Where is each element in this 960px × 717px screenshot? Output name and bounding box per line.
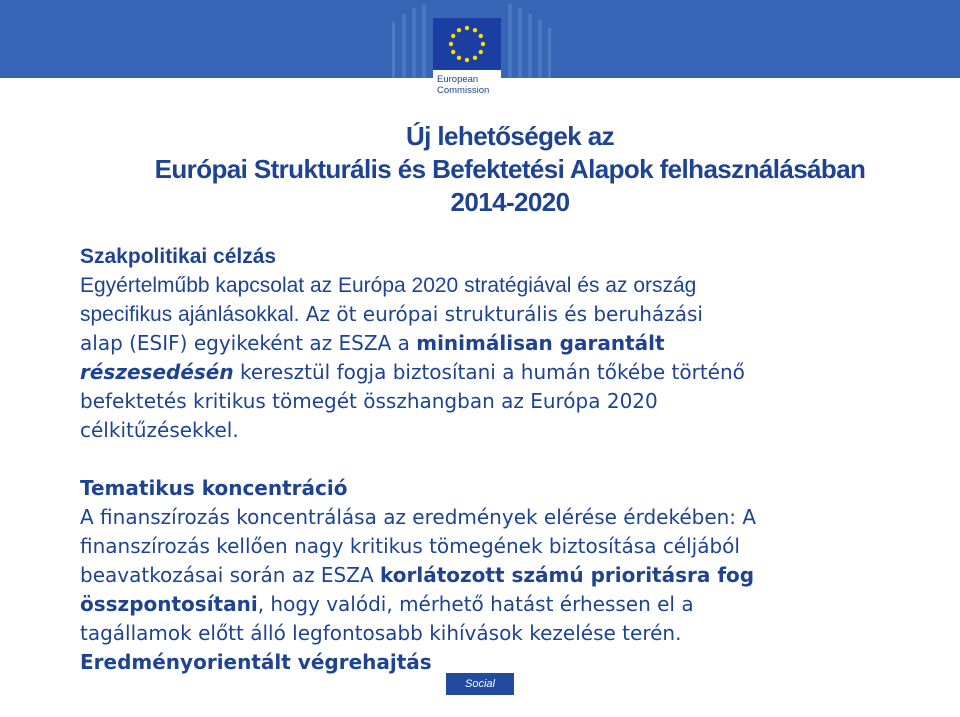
page-title: [60, 120, 960, 219]
logo-text: [437, 74, 499, 96]
section2-emphasis-priorities: korlátozott számú prioritásra fog: [380, 563, 755, 587]
section2-emphasis-concentrate: összpontosítani: [80, 592, 258, 616]
social-europe-badge: Social Europe: [446, 673, 514, 695]
section-spacer: [80, 445, 940, 474]
section1-line-3a: alap (ESIF) egyikeként az ESZA a: [80, 331, 417, 355]
section-heading-thematic-concentration: Tematikus koncentráció: [80, 476, 348, 500]
section1-line-5: befektetés kritikus tömegét összhangban az Európa 2020: [80, 389, 658, 413]
section2-line-2: finanszírozás kellően nagy kritikus tömegének biztosítása céljából: [80, 534, 740, 558]
slide-body: [80, 242, 940, 677]
section2-line-1: A finanszírozás koncentrálása az eredmények elérése érdekében: A: [80, 505, 757, 529]
section1-line-6: célkitűzésekkel.: [80, 418, 239, 442]
title-line-1: Új lehetőségek az: [406, 121, 614, 151]
section2-line-3: [80, 561, 940, 590]
section1-line-1: Egyértelműbb kapcsolat az Európa 2020 stratégiával és az ország: [80, 274, 697, 297]
section1-line-3: [80, 329, 940, 358]
logo-line-commission: Commission: [437, 85, 490, 96]
title-line-2: Európai Strukturális és Befektetési Alapok felhasználásában: [154, 154, 866, 184]
section2-line-3a: beavatkozásai során az ESZA: [80, 563, 380, 587]
section2-line-4b: , hogy valódi, mérhető hatást érhessen el a: [257, 592, 694, 616]
section1-line-4: [80, 358, 940, 387]
european-commission-logo: [433, 18, 501, 104]
section1-emphasis-share: részesedésén: [80, 360, 234, 384]
section1-line-2: [80, 300, 940, 329]
section2-line-4: [80, 590, 940, 619]
section1-emphasis-guaranteed: minimálisan garantált: [416, 331, 665, 355]
section-heading-policy-targeting: Szakpolitikai célzás: [80, 245, 277, 268]
eu-flag-icon: [433, 18, 501, 70]
logo-line-european: European: [437, 74, 479, 85]
section1-line-2a: specifikus ajánlásokkal.: [80, 303, 300, 326]
section1-line-4b: keresztül fogja biztosítani a humán tőkébe történő: [233, 360, 745, 384]
section-heading-results-oriented: Eredményorientált végrehajtás: [80, 650, 432, 674]
section2-line-5: tagállamok előtt álló legfontosabb kihívások kezelése terén.: [80, 621, 682, 645]
title-line-3: 2014-2020: [450, 187, 570, 217]
section1-line-2b: Az öt európai strukturális és beruházási: [299, 302, 703, 326]
